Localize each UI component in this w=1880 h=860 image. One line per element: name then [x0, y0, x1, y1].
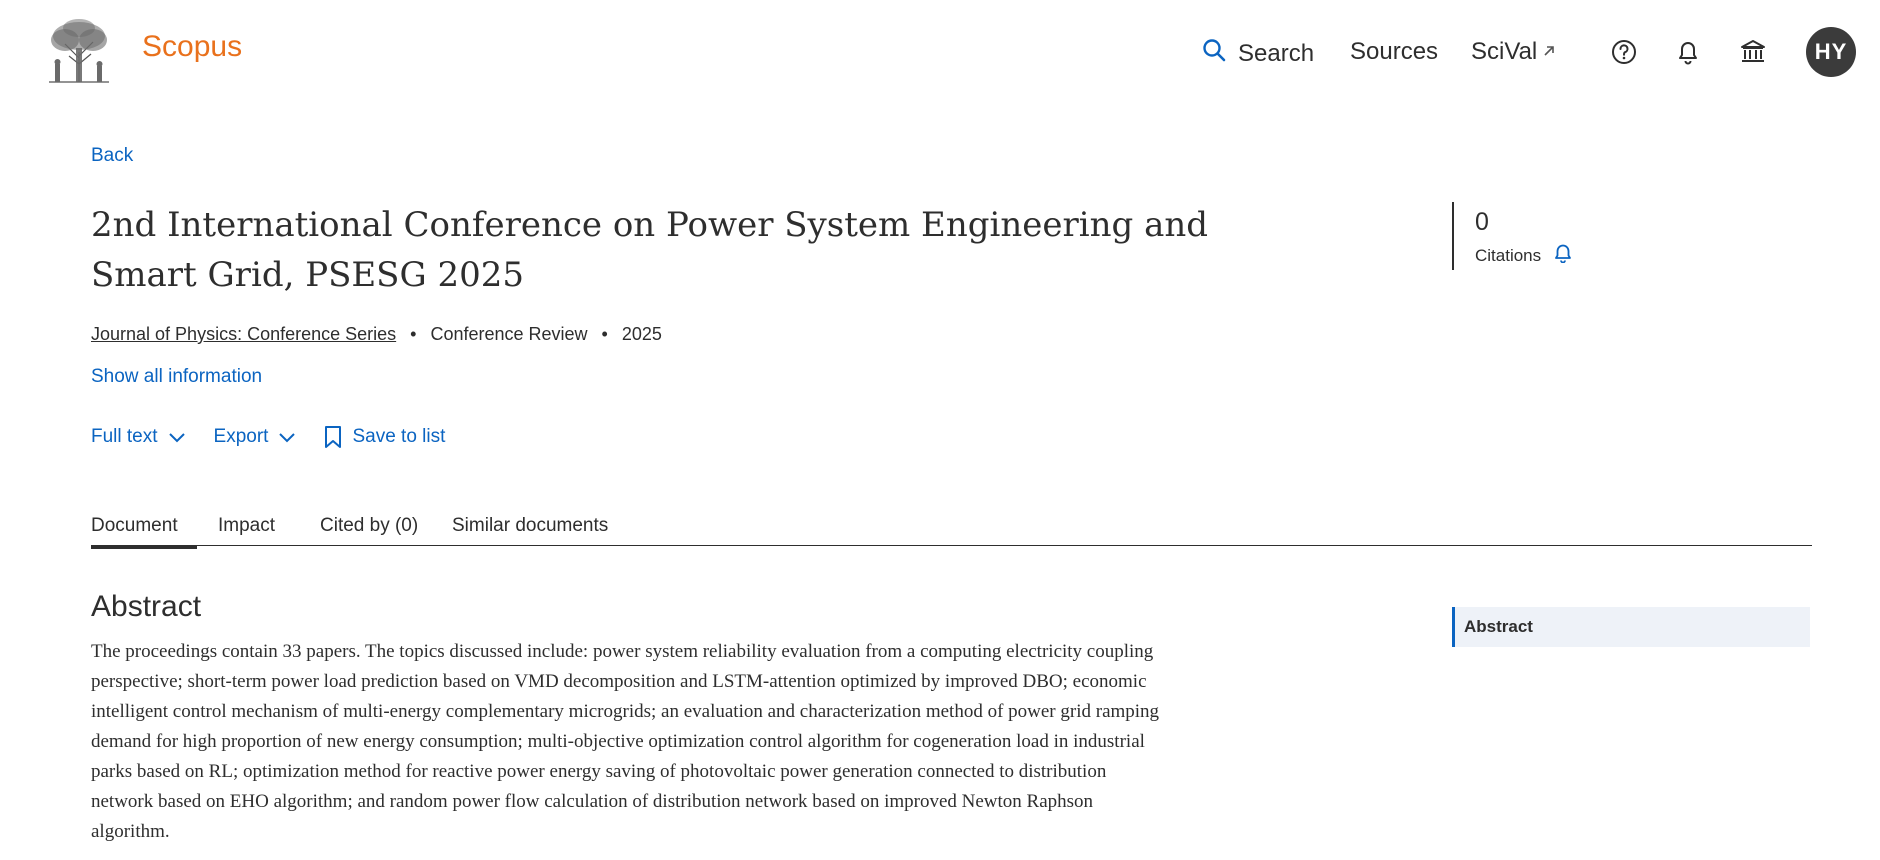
- tab-document[interactable]: Document: [91, 515, 178, 536]
- citation-count: 0: [1475, 208, 1489, 236]
- page-title: 2nd International Conference on Power System Engineering and Smart Grid, PSESG 2025: [91, 205, 1209, 295]
- bookmark-icon: [324, 425, 342, 449]
- external-link-icon: [1541, 38, 1557, 66]
- tab-cited-by[interactable]: Cited by (0): [320, 515, 419, 536]
- citation-alert-bell-icon[interactable]: [1553, 243, 1573, 268]
- help-icon[interactable]: [1610, 38, 1638, 66]
- scopus-brand[interactable]: Scopus: [142, 30, 243, 63]
- nav-scival-label: SciVal: [1471, 38, 1538, 65]
- document-type: Conference Review: [430, 324, 588, 344]
- chevron-down-icon: [168, 431, 186, 443]
- document-meta: [91, 324, 662, 345]
- nav-search-label: Search: [1238, 39, 1315, 67]
- abstract-text: The proceedings contain 33 papers. The topics discussed include: power system reliability evaluation from a computing electricity coupling perspective; short-term power load prediction based on VMD decomposition and LSTM-attention optimized by improved DBO; economic intelligent control mechanism of multi-energy complementary microgrids; an evaluation and characterization method of power grid ramping demand for high proportion of new energy consumption; multi-objective optimization control algorithm for cogeneration load in industrial parks based on RL; optimization method for reactive power energy saving of photovoltaic power generation connected to distribution network based on EHO algorithm; and random power flow calculation of distribution network based on improved Newton Raphson algorithm.: [91, 641, 1160, 842]
- top-header: [0, 0, 1880, 104]
- save-to-list-button[interactable]: [324, 425, 445, 449]
- document-tabs: [91, 512, 1812, 546]
- export-button[interactable]: [214, 426, 297, 448]
- show-all-information-link[interactable]: Show all information: [91, 366, 263, 387]
- avatar[interactable]: HY: [1806, 27, 1856, 77]
- export-label: Export: [213, 426, 269, 447]
- abstract-heading: Abstract: [91, 590, 202, 623]
- chevron-down-icon: [278, 431, 296, 443]
- full-text-button[interactable]: [91, 426, 186, 448]
- search-icon: [1202, 38, 1226, 69]
- citations-panel: [1452, 202, 1573, 270]
- tab-impact[interactable]: Impact: [218, 515, 276, 536]
- separator-dot: •: [410, 324, 417, 344]
- nav-scival[interactable]: [1471, 38, 1557, 66]
- full-text-label: Full text: [91, 426, 158, 447]
- toc-item-abstract[interactable]: Abstract: [1452, 607, 1810, 647]
- institution-icon[interactable]: [1739, 38, 1767, 66]
- citations-label-row: [1475, 243, 1573, 268]
- nav-sources[interactable]: Sources: [1350, 38, 1439, 65]
- back-link[interactable]: Back: [91, 145, 134, 166]
- bell-icon[interactable]: [1674, 38, 1702, 66]
- separator-dot: •: [601, 324, 608, 344]
- document-actions: [91, 425, 445, 449]
- journal-link[interactable]: Journal of Physics: Conference Series: [91, 324, 397, 344]
- elsevier-tree-logo[interactable]: [43, 18, 115, 86]
- nav-search[interactable]: [1202, 38, 1314, 69]
- save-to-list-label: Save to list: [352, 426, 446, 447]
- citations-label: Citations: [1475, 245, 1542, 265]
- tab-similar-documents[interactable]: Similar documents: [452, 515, 609, 536]
- document-year: 2025: [621, 324, 662, 344]
